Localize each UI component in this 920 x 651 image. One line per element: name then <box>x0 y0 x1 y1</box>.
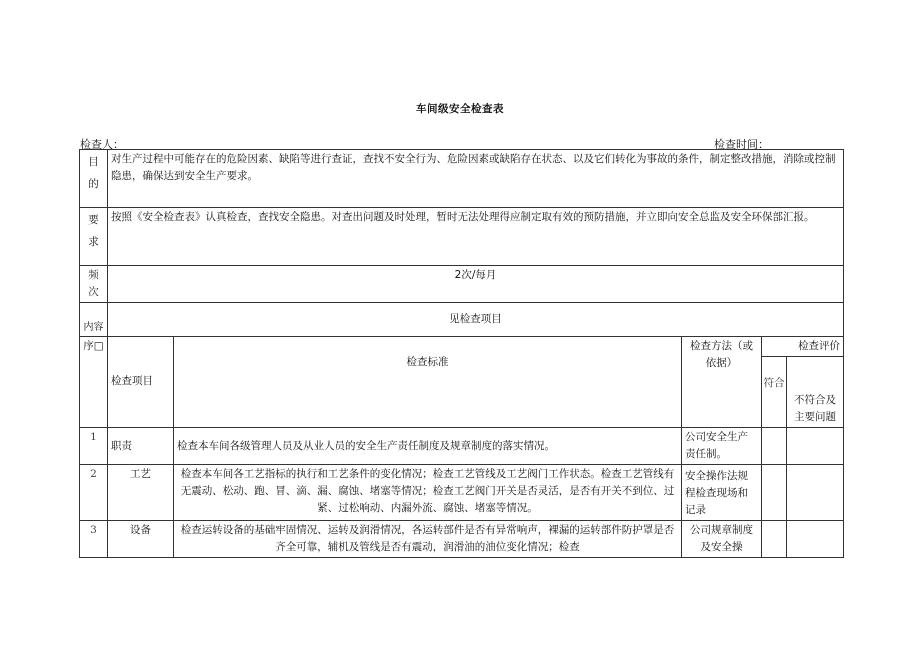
item-seq: 2 <box>80 465 108 521</box>
item-nonconform-cell <box>787 465 844 521</box>
inspector-label: 检查人： <box>80 138 124 151</box>
item-name: 工艺 <box>108 465 174 521</box>
item-seq: 3 <box>80 521 108 558</box>
purpose-label: 目 的 <box>80 150 108 208</box>
table-row <box>80 465 844 521</box>
item-conform-cell <box>762 428 787 465</box>
seq-header: 序□ <box>80 337 108 428</box>
item-header: 检查项目 <box>108 337 174 428</box>
item-name: 职责 <box>108 428 174 465</box>
requirement-label: 要 求 <box>80 208 108 266</box>
content-text: 见检查项目 <box>108 303 844 337</box>
item-method: 安全操作法规程检查现场和记录 <box>682 465 762 521</box>
standard-header: 检查标准 <box>174 337 682 428</box>
item-method: 公司安全生产责任制。 <box>682 428 762 465</box>
evaluation-header: 检查评价 <box>762 337 844 357</box>
content-label: 内容 <box>80 303 108 337</box>
purpose-text: 对生产过程中可能存在的危险因素、缺陷等进行查证，查找不安全行为、危险因素或缺陷存在状态、以及它们转化为事故的条件，制定整改措施，消除或控制隐患，确保达到安全生产要求。 <box>108 150 844 208</box>
item-seq: 1 <box>80 428 108 465</box>
requirement-text: 按照《安全检查表》认真检查，查找安全隐患。对查出问题及时处理，暂时无法处理得应制定取有效的预防措施，并立即向安全总监及安全环保部汇报。 <box>108 208 844 266</box>
inspection-table <box>79 149 844 558</box>
document-title: 车间级安全检查表 <box>416 103 504 115</box>
purpose-row <box>80 150 844 208</box>
header-row-1 <box>80 337 844 357</box>
item-standard: 检查本车间各工艺指标的执行和工艺条件的变化情况；检查工艺管线及工艺阀门工作状态。检查工艺管线有无震动、松动、跑、冒、滴、漏、腐蚀、堵塞等情况；检查工艺阀门开关是否灵活，是否有开关不到位、过紧、过松响动、内漏外流、腐蚀、堵塞等情况。 <box>174 465 682 521</box>
item-standard: 检查运转设备的基础牢固情况、运转及润滑情况，各运转部件是否有异常响声，裸漏的运转部件防护罩是否齐全可靠，辅机及管线是否有震动，润滑油的油位变化情况；检查 <box>174 521 682 558</box>
item-conform-cell <box>762 465 787 521</box>
item-nonconform-cell <box>787 521 844 558</box>
item-standard: 检查本车间各级管理人员及从业人员的安全生产责任制度及规章制度的落实情况。 <box>174 428 682 465</box>
inspection-time-label: 检查时间： <box>714 138 769 151</box>
table-row <box>80 428 844 465</box>
conform-header: 符合 <box>762 357 787 428</box>
item-conform-cell <box>762 521 787 558</box>
item-name: 设备 <box>108 521 174 558</box>
requirement-row <box>80 208 844 266</box>
item-method: 公司规章制度及安全操 <box>682 521 762 558</box>
table-row <box>80 521 844 558</box>
item-nonconform-cell <box>787 428 844 465</box>
content-row <box>80 303 844 337</box>
frequency-row <box>80 266 844 303</box>
frequency-label: 频 次 <box>80 266 108 303</box>
frequency-text: 2次/每月 <box>108 266 844 303</box>
method-header: 检查方法（或依据） <box>682 337 762 428</box>
nonconform-header: 不符合及主要问题 <box>787 357 844 428</box>
